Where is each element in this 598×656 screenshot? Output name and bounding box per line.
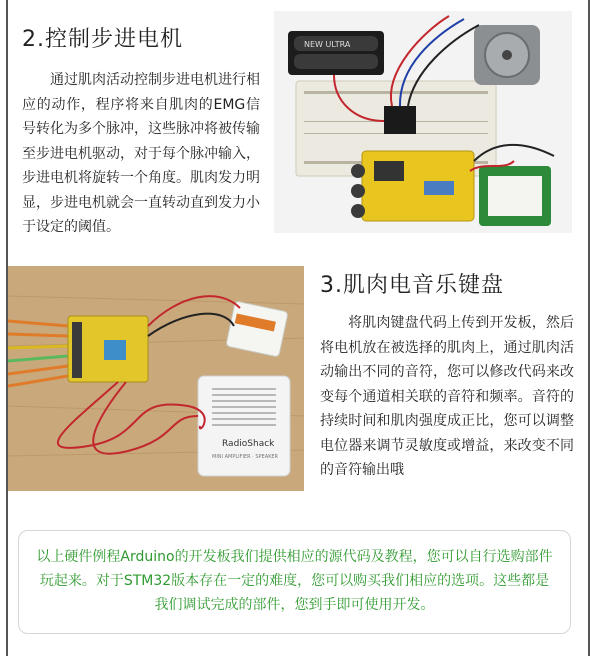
- section-3-title: 3.肌肉电音乐键盘: [320, 273, 504, 298]
- hardware-note-box: [18, 530, 571, 634]
- hardware-note-text: 以上硬件例程Arduino的开发板我们提供相应的源代码及教程，您可以自行选购部件玩起来。对于STM32版本存在一定的难度，您可以购买我们相应的选项。这些都是我们调试完成的部件，您到手即可使用开发。: [36, 549, 553, 613]
- battery-label: NEW ULTRA: [304, 40, 351, 49]
- speaker-subtitle: MINI AMPLIFIER · SPEAKER: [212, 454, 279, 460]
- section-2-body-text: 通过肌肉活动控制步进电机进行相应的动作，程序将来自肌肉的EMG信号转化为多个脉冲，这些脉冲将被传输至步进电机驱动，对于每个脉冲输入，步进电机将旋转一个角度。肌肉发力明显，步进电机就会一直转动直到发力小于设定的阈值。: [22, 72, 260, 235]
- stepper-motor-illustration: [274, 11, 572, 233]
- section-2-title: 2.控制步进电机: [22, 27, 183, 52]
- speaker-brand: RadioShack: [222, 439, 275, 449]
- section-3-body: [320, 311, 574, 483]
- muscle-keyboard-illustration: [8, 266, 304, 491]
- section-3-body-text: 将肌肉键盘代码上传到开发板，然后将电机放在被选择的肌肉上，通过肌肉活动输出不同的音符，您可以修改代码来改变每个通道相关联的音符和频率。音符的持续时间和肌肉强度成正比，您可以调整电位器来调节灵敏度或增益，来改变不同的音符输出哦: [320, 315, 574, 478]
- muscle-keyboard-photo: [8, 266, 304, 491]
- section-2-body: [22, 68, 260, 240]
- stepper-motor-photo: [274, 11, 572, 233]
